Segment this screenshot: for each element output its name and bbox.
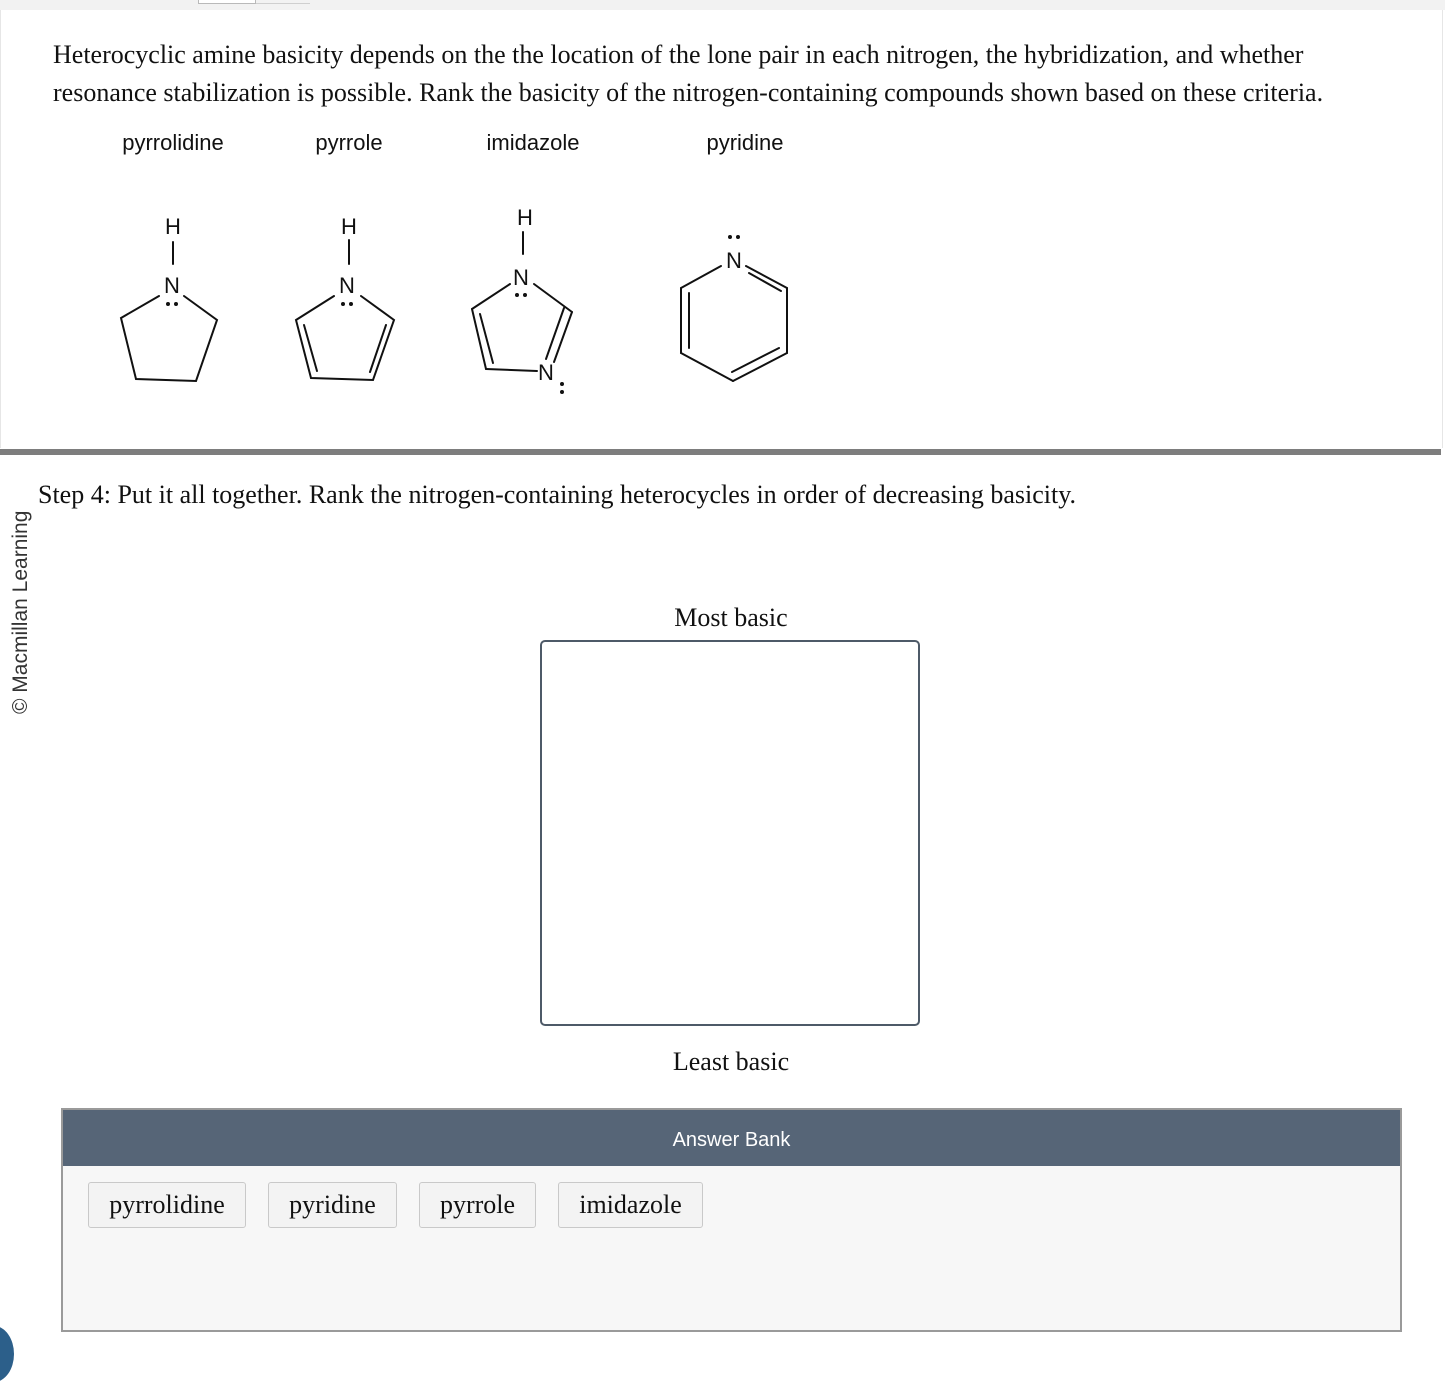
answer-bank bbox=[61, 1108, 1402, 1332]
most-basic-label: Most basic bbox=[674, 603, 788, 632]
copyright-credit: © Macmillan Learning bbox=[9, 510, 32, 714]
pyrrolidine-structure bbox=[121, 242, 217, 381]
molecule-name-pyridine: pyridine bbox=[706, 130, 784, 155]
pyrrolidine-h-label: H bbox=[165, 214, 181, 239]
question-panel bbox=[0, 10, 1443, 448]
pyrrolidine-n-label: N bbox=[164, 273, 180, 298]
top-tab-strip bbox=[0, 0, 1445, 10]
imidazole-n3-label: N bbox=[538, 360, 554, 385]
pyrrole-n-label: N bbox=[339, 273, 355, 298]
molecule-name-imidazole: imidazole bbox=[486, 130, 580, 155]
side-help-button[interactable] bbox=[0, 1326, 14, 1382]
least-basic-label: Least basic bbox=[672, 1047, 790, 1076]
answer-chip-pyrrolidine[interactable]: pyrrolidine bbox=[88, 1182, 246, 1228]
tab-indicator[interactable] bbox=[198, 0, 256, 4]
ranking-drop-zone[interactable] bbox=[540, 640, 920, 1026]
step-instruction: Step 4: Put it all together. Rank the nitrogen-containing heterocycles in order of decreasing basicity. bbox=[38, 480, 1077, 509]
pyrrole-structure bbox=[296, 240, 394, 380]
tab-indicator-secondary[interactable] bbox=[256, 0, 310, 4]
imidazole-h-label: H bbox=[517, 205, 533, 230]
structures-figure bbox=[1, 190, 901, 410]
pyridine-n-label: N bbox=[726, 248, 742, 273]
imidazole-n1-label: N bbox=[513, 265, 529, 290]
answer-bank-title: Answer Bank bbox=[63, 1110, 1400, 1166]
molecule-name-pyrrolidine: pyrrolidine bbox=[122, 130, 224, 155]
lone-pairs bbox=[166, 235, 740, 394]
answer-chip-pyrrole[interactable]: pyrrole bbox=[419, 1182, 536, 1228]
intro-text: Heterocyclic amine basicity depends on the the location of the lone pair in each nitrogen, the hybridization, and whether resonance stabilization is possible. Rank the basicity of the nitrogen-containing compounds shown based on these criteria. bbox=[53, 40, 1324, 107]
answer-chip-imidazole[interactable]: imidazole bbox=[558, 1182, 703, 1228]
pyrrole-h-label: H bbox=[341, 214, 357, 239]
pyridine-structure bbox=[681, 266, 787, 381]
imidazole-structure bbox=[472, 232, 572, 371]
molecule-name-pyrrole: pyrrole bbox=[315, 130, 383, 155]
answer-chip-pyridine[interactable]: pyridine bbox=[268, 1182, 397, 1228]
section-divider bbox=[0, 449, 1441, 455]
